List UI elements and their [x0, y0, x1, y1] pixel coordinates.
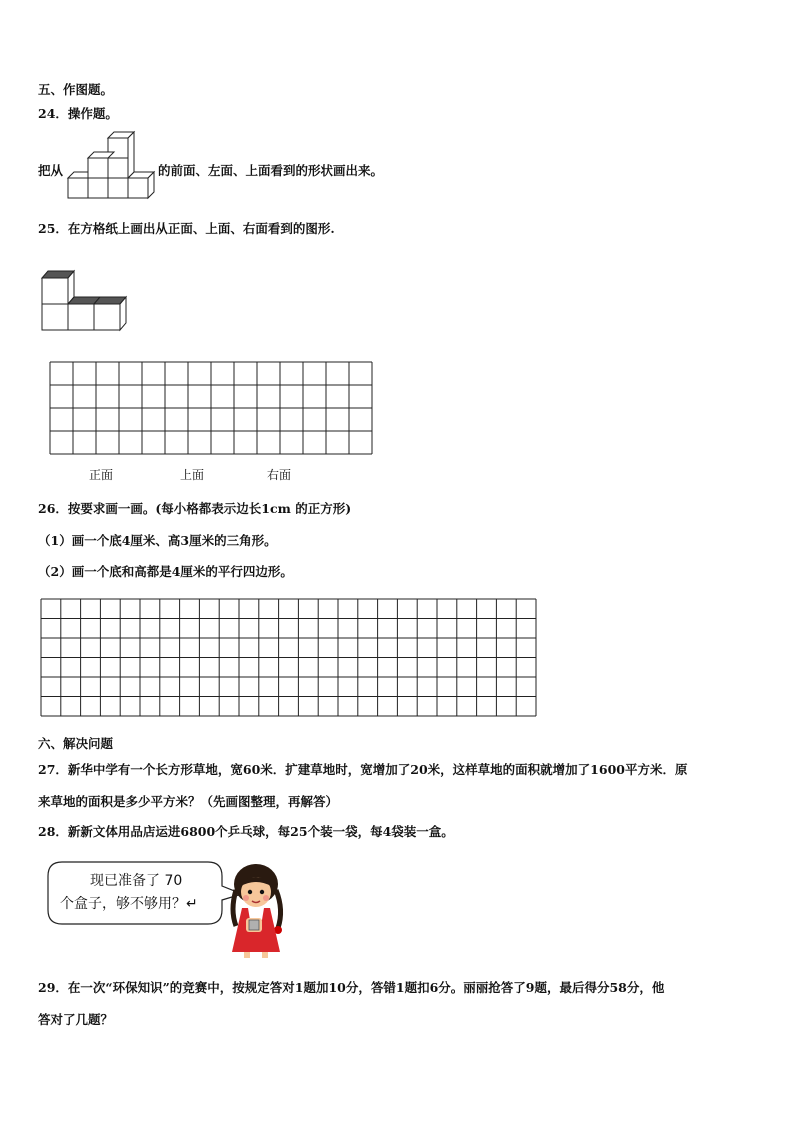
q24-text-after: 的前面、左面、上面看到的形状画出来。 — [158, 163, 384, 178]
q25-cube-figure — [40, 268, 132, 332]
q26-text: 26．按要求画一画。(每小格都表示边长1cm 的正方形) — [38, 501, 352, 516]
q27-line2: 来草地的面积是多少平方米？（先画图整理，再解答） — [38, 794, 339, 809]
speech-line-1: 现已准备了 70 — [90, 873, 183, 889]
q27-line1: 27．新华中学有一个长方形草地，宽60米．扩建草地时，宽增加了20米，这样草地的面积就增加了1600平方米．原 — [38, 762, 688, 777]
q26-sub1: （1）画一个底4厘米、高3厘米的三角形。 — [38, 533, 277, 548]
q25-text: 25．在方格纸上画出从正面、上面、右面看到的图形. — [38, 221, 335, 236]
q29-line1: 29．在一次“环保知识”的竞赛中，按规定答对1题加10分，答错1题扣6分。丽丽抢答了9题，最后得分58分，他 — [38, 980, 665, 995]
speech-line-2: 个盒子，够不够用？↵ — [60, 896, 198, 912]
q25-label-right: 右面 — [267, 468, 292, 482]
q24-cube-figure — [66, 130, 158, 202]
q25-label-top: 上面 — [180, 468, 205, 482]
q26-grid — [40, 598, 540, 718]
section-heading-5: 五、作图题。 — [38, 82, 114, 97]
q25-label-front: 正面 — [89, 468, 114, 482]
cube-column — [88, 132, 134, 178]
girl-illustration — [222, 860, 292, 960]
q28-text: 28．新新文体用品店运进6800个乒乓球，每25个装一袋，每4袋装一盒。 — [38, 824, 454, 839]
q25-grid — [48, 360, 374, 456]
section-heading-6: 六、解决问题 — [38, 736, 114, 751]
q24-text-before: 把从 — [38, 163, 64, 178]
q26-sub2: （2）画一个底和高都是4厘米的平行四边形。 — [38, 564, 293, 579]
q24-title: 24．操作题。 — [38, 106, 118, 121]
q29-line2: 答对了几题？ — [38, 1012, 114, 1027]
